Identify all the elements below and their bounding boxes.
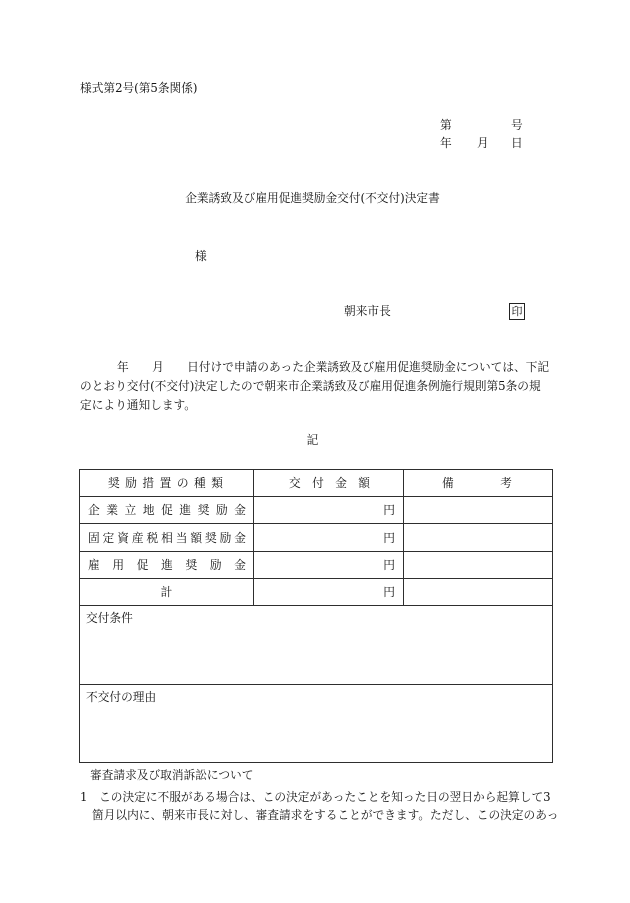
conditions-label: 交付条件: [86, 611, 133, 625]
header-type: [108, 476, 223, 490]
label-char: 立: [124, 503, 137, 517]
document-number-prefix: 第: [440, 118, 452, 132]
header-amount: [289, 476, 370, 490]
label-char: 進: [161, 558, 173, 572]
label-char: 促: [161, 503, 173, 517]
label-char: 産: [131, 530, 144, 545]
seal-stamp-box: 印: [509, 303, 525, 320]
body-line: のとおり交付(不交付)決定したので朝来市企業誘致及び雇用促進条例施行規則第5条の規: [80, 379, 541, 393]
notes-line: 箇月以内に、朝来市長に対し、審査請求をすることができます。ただし、この決定のあっ: [92, 808, 559, 822]
amount-cell: 円: [254, 552, 404, 579]
label-char: 進: [179, 503, 192, 517]
remarks-cell: [404, 552, 553, 579]
incentive-type-label: [88, 558, 246, 572]
amount-cell: 円: [254, 524, 404, 552]
label-char: 奨: [205, 530, 217, 545]
label-char: 備: [442, 476, 454, 490]
header-remarks: [442, 476, 512, 490]
label-char: 用: [112, 558, 125, 572]
type-cell: [80, 524, 254, 552]
conditions-row: [80, 606, 553, 685]
label-char: 交: [289, 476, 301, 490]
document-title: 企業誘致及び雇用促進奨励金交付(不交付)決定書: [185, 191, 440, 205]
header-type-cell: [80, 470, 254, 497]
label-char: 置: [159, 476, 172, 490]
label-char: 奨: [108, 476, 120, 490]
label-char: 励: [215, 503, 228, 517]
label-char: 相: [161, 530, 173, 545]
body-line: 年 月 日付けで申請のあった企業誘致及び雇用促進奨励金については、下記: [117, 360, 550, 374]
label-char: 奨: [197, 503, 210, 517]
label-char: 地: [142, 503, 155, 517]
label-char: 種: [194, 476, 206, 490]
label-char: 金: [234, 558, 246, 572]
amount-cell: 円: [254, 497, 404, 524]
label-char: の: [176, 476, 189, 490]
label-char: 企: [88, 503, 100, 517]
label-char: 励: [209, 558, 222, 572]
label-char: 考: [500, 476, 512, 490]
issuer-name: 朝来市長: [344, 304, 391, 318]
table-header-row: [80, 470, 553, 497]
label-char: 固: [88, 530, 100, 545]
rejection-reason-label: 不交付の理由: [86, 690, 157, 704]
label-char: 定: [102, 530, 115, 545]
header-remarks-cell: [404, 470, 553, 497]
table-total-row: [80, 579, 553, 606]
body-line: 定により通知します。: [80, 398, 196, 412]
label-char: 税: [146, 530, 159, 545]
label-char: 奨: [185, 558, 198, 572]
incentive-type-label: [88, 531, 246, 545]
incentive-table: [79, 469, 553, 763]
label-char: 額: [358, 476, 370, 490]
label-char: 措: [142, 476, 155, 490]
label-char: 額: [190, 530, 203, 545]
label-char: 金: [335, 476, 347, 490]
date-day: 日: [511, 136, 523, 150]
document-number-suffix: 号: [511, 118, 523, 132]
label-char: 励: [219, 530, 232, 545]
total-remarks-cell: [404, 579, 553, 606]
conditions-cell: [80, 606, 553, 685]
label-char: 金: [234, 503, 246, 517]
table-row: [80, 552, 553, 579]
type-cell: [80, 552, 254, 579]
total-label: 計: [80, 579, 254, 606]
label-char: 金: [234, 530, 246, 545]
incentive-type-label: [88, 503, 246, 517]
label-char: 当: [175, 530, 188, 545]
label-char: 励: [125, 476, 137, 490]
label-char: 雇: [88, 558, 100, 572]
table-row: [80, 524, 553, 552]
date-year: 年: [440, 136, 452, 150]
rejection-reason-row: [80, 685, 553, 763]
label-char: 資: [117, 530, 129, 545]
date-month: 月: [477, 136, 489, 150]
label-char: 付: [312, 476, 324, 490]
label-char: 類: [211, 476, 223, 490]
ki-heading: 記: [306, 433, 319, 447]
table-row: [80, 497, 553, 524]
rejection-reason-cell: [80, 685, 553, 763]
header-amount-cell: [254, 470, 404, 497]
total-amount-cell: 円: [254, 579, 404, 606]
remarks-cell: [404, 524, 553, 552]
notes-heading: 審査請求及び取消訴訟について: [90, 768, 254, 782]
addressee-honorific: 様: [195, 249, 207, 263]
type-cell: [80, 497, 254, 524]
notes-line: 1 この決定に不服がある場合は、この決定があったことを知った日の翌日から起算して3: [80, 790, 551, 804]
form-label: 様式第2号(第5条関係): [80, 81, 198, 95]
remarks-cell: [404, 497, 553, 524]
label-char: 促: [136, 558, 149, 572]
label-char: 業: [106, 503, 118, 517]
